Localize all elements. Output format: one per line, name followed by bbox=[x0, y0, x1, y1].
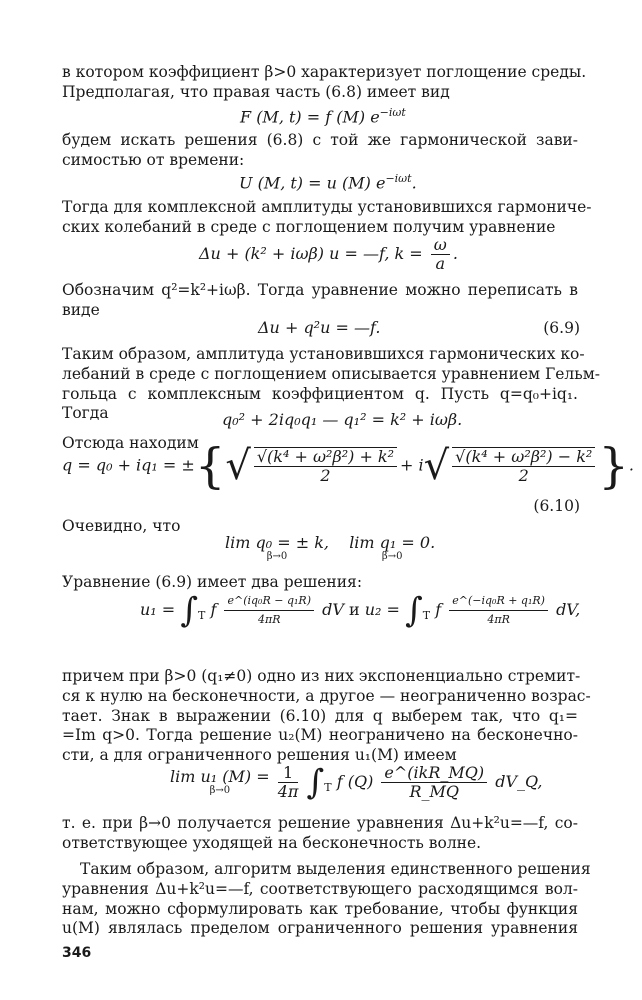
text-line: Отсюда находим bbox=[62, 434, 199, 452]
text-line: ответствующее уходящей на бесконечность волне. bbox=[62, 834, 482, 852]
equation-limits: lim q₀ = ± k, β→0 lim q₁ = 0. β→0 bbox=[225, 533, 436, 562]
equation-helmholtz-absorb: Δu + (k² + iωβ) u = —f, k = $\frac{\omega}{a}$ . bbox=[199, 235, 458, 273]
text-line: ся к нулю на бесконечности, а другое — неограниченно возрас- bbox=[62, 687, 591, 705]
text-line: симостью от времени: bbox=[62, 151, 245, 169]
equation-source: F (M, t) = f (M) $e^{-i\omega t}$ bbox=[240, 106, 406, 127]
text-line: Таким образом, амплитуда установившихся гармонических ко- bbox=[62, 345, 585, 363]
equation-solution: U (M, t) = u (M) $e^{-i\omega t}$. bbox=[239, 172, 417, 193]
text-line: гольца с комплексным коэффициентом q. Пусть q=q₀+iq₁. bbox=[62, 385, 578, 403]
text-line: тает. Знак в выражении (6.10) для q выберем так, что q₁= bbox=[62, 707, 578, 725]
text-line: виде bbox=[62, 301, 100, 319]
fraction: $\frac{\text{e\textasciicircum{}(iq₀R − q₁R)}}{4\pi R}$ bbox=[224, 592, 314, 629]
text-line: Тогда bbox=[62, 404, 109, 422]
fraction: $\frac{\omega}{a}$ bbox=[431, 236, 450, 273]
text-line: u(M) являлась пределом ограниченного решения уравнения bbox=[62, 919, 578, 937]
text-line: Обозначим q²=k²+iωβ. Тогда уравнение можно переписать в bbox=[62, 281, 578, 299]
page-number: 346 bbox=[62, 945, 92, 961]
text-line: т. е. при β→0 получается решение уравнения Δu+k²u=—f, со- bbox=[62, 814, 578, 832]
fraction: $\frac{\text{√(k⁴ + ω²β²) − k²}}{2}$ bbox=[452, 447, 595, 485]
text-line: Уравнение (6.9) имеет два решения: bbox=[62, 573, 363, 591]
text-line: Тогда для комплексной амплитуды установившихся гармониче- bbox=[62, 198, 592, 216]
fraction: $\frac{\text{e\textasciicircum{}(ikR\_MQ)}}{R\_MQ}$ bbox=[381, 764, 487, 801]
text-line: Предполагая, что правая часть (6.8) имеет вид bbox=[62, 83, 450, 101]
equation-number: (6.10) bbox=[533, 497, 580, 515]
equation-limit-integral: lim u₁ (M) = β→0 $\frac{1}{4\pi}$ $\int_T$ f (Q) $\frac{\text{e\textasciicircum{}(ikR\_MQ)}}{R\_MQ}$ dV_Q, bbox=[170, 762, 543, 803]
fraction: $\frac{1}{4\pi}$ bbox=[277, 763, 299, 801]
text-line: нам, можно сформулировать как требование, чтобы функция bbox=[62, 900, 578, 918]
text-line: уравнения Δu+k²u=—f, соответствующего расходящимся вол- bbox=[62, 880, 578, 898]
equation-6-9: Δu + q²u = —f. bbox=[258, 318, 381, 337]
equation-q-squared: q₀² + 2iq₀q₁ — q₁² = k² + iωβ. bbox=[222, 410, 463, 429]
equation-number: (6.9) bbox=[543, 319, 580, 337]
text-line: ских колебаний в среде с поглощением получим уравнение bbox=[62, 218, 556, 236]
equation-two-solutions: $u_1 = \int_T$ f $\frac{\text{e\textasciicircum{}(iq₀R − q₁R)}}{4\pi R}$ dV и $u_2 = \int_T$ f $\frac{\text{e\textasciicircum{}(−iq₀R + q₁R)}}{4\pi R}$ dV, bbox=[140, 590, 581, 631]
text-line: причем при β>0 (q₁≠0) одно из них экспоненциально стремит- bbox=[62, 667, 581, 685]
equation-6-10: q = q₀ + iq₁ = ±{√ $\frac{\text{√(k⁴ + ω²β²) + k²}}{2}$ + i√ $\frac{\text{√(k⁴ + ω²β²) − k²}}{2}$ }. bbox=[62, 438, 634, 494]
text-line: сти, а для ограниченного решения u₁(M) имеем bbox=[62, 746, 457, 764]
text-line: лебаний в среде с поглощением описывается уравнением Гельм- bbox=[62, 365, 601, 383]
text-line: в котором коэффициент β>0 характеризует поглощение среды. bbox=[62, 63, 587, 81]
text-line: Таким образом, алгоритм выделения единственного решения bbox=[80, 860, 591, 878]
fraction: $\frac{\text{√(k⁴ + ω²β²) + k²}}{2}$ bbox=[254, 447, 397, 485]
text-line: =Im q>0. Тогда решение u₂(M) неограничено на бесконечно- bbox=[62, 726, 578, 744]
text-line: будем искать решения (6.8) с той же гармонической зави- bbox=[62, 131, 578, 149]
fraction: $\frac{\text{e\textasciicircum{}(−iq₀R + q₁R)}}{4\pi R}$ bbox=[449, 592, 548, 629]
text-line: Очевидно, что bbox=[62, 517, 181, 535]
